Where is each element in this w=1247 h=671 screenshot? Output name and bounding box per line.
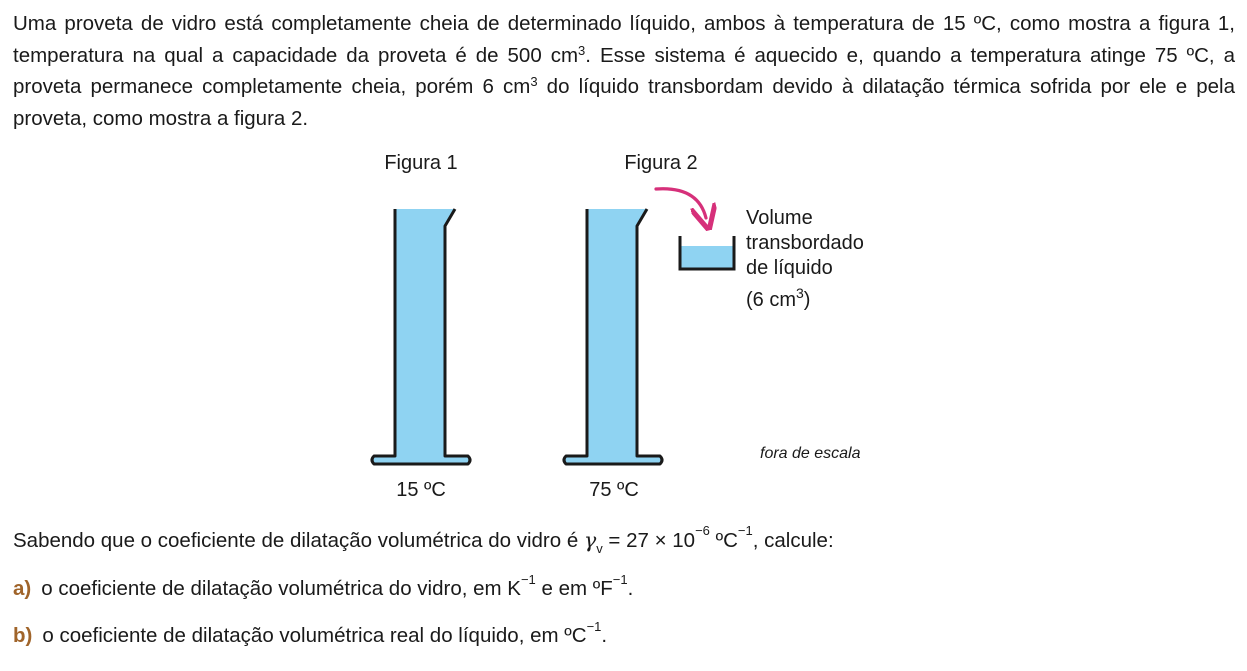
gamma-subscript: v	[596, 541, 603, 556]
overflow-volume	[746, 285, 810, 311]
cylinder-2	[564, 209, 662, 464]
item-b-end: .	[601, 624, 608, 647]
item-b	[13, 619, 608, 648]
gamma-unit-exponent: −1	[737, 523, 753, 538]
intro-sup-1: 3	[578, 42, 586, 58]
figure-2-title: Figura 2	[624, 152, 698, 174]
gamma-symbol: γ	[583, 528, 597, 552]
item-a-letter: a)	[13, 577, 32, 600]
intro-text-2: . Esse sistema é aquecido e, quando a temperatura atinge 75 ºC, a proveta permanece completamente cheia, porém 6 cm	[13, 43, 1235, 98]
overflow-container	[680, 236, 734, 269]
question-lead	[13, 523, 834, 556]
item-b-text: o coeficiente de dilatação volumétrica real do líquido, em ºC	[42, 624, 587, 647]
item-a-sup-1: −1	[520, 572, 536, 587]
overflow-volume-sup: 3	[796, 285, 804, 301]
scale-note: fora de escala	[760, 445, 861, 462]
intro-text-1: Uma proveta de vidro está completamente cheia de determinado líquido, ambos à temperatura de 15 ºC, como mostra a figura 1, temperatura na qual a capacidade da proveta é de 500 cm	[13, 12, 1235, 67]
item-a-text: o coeficiente de dilatação volumétrica do vidro, em K	[41, 577, 521, 600]
item-a-mid: e em ºF	[535, 577, 613, 600]
figure-2-temperature: 75 ºC	[589, 479, 639, 501]
item-a-end: .	[627, 577, 634, 600]
figure-1-title: Figura 1	[384, 152, 458, 174]
overflow-label-line-1: Volume	[746, 207, 813, 229]
figure-1-temperature: 15 ºC	[396, 479, 446, 501]
gamma-equals: = 27 × 10	[602, 529, 696, 552]
intro-text-3: do líquido transbordam devido à dilatação térmica sofrida por ele e pela proveta, como mostra a figura 2.	[13, 75, 1235, 130]
gamma-unit: ºC	[709, 529, 738, 552]
item-a-sup-2: −1	[612, 572, 628, 587]
overflow-volume-close: )	[803, 289, 811, 311]
overflow-label-line-2: transbordado	[746, 232, 864, 254]
question-lead-text: Sabendo que o coeficiente de dilatação volumétrica do vidro é	[13, 529, 584, 552]
item-a	[13, 572, 634, 601]
cylinder-1-liquid	[372, 209, 470, 464]
cylinder-1	[372, 209, 470, 464]
overflow-label-line-3: de líquido	[746, 257, 833, 279]
question-tail: , calcule:	[752, 529, 834, 552]
item-b-letter: b)	[13, 624, 33, 647]
intro-sup-2: 3	[530, 74, 538, 89]
item-b-sup-1: −1	[586, 619, 602, 634]
overflow-volume-value: (6 cm	[746, 289, 796, 311]
cylinder-2-liquid	[564, 209, 662, 464]
overflow-arrow	[656, 189, 706, 218]
overflow-liquid	[681, 246, 733, 268]
gamma-exponent: −6	[695, 523, 710, 538]
